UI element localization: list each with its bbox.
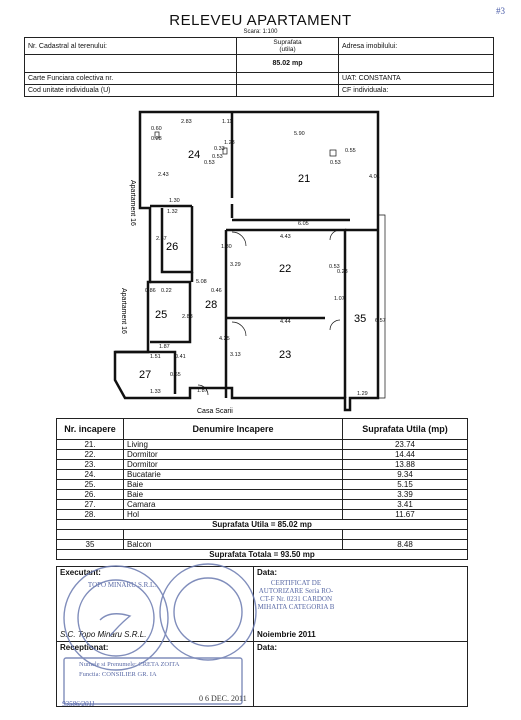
row-area: 9.34 (343, 470, 468, 480)
neighbor-label-bottom: Apartament 16 (120, 288, 127, 334)
room-number-35: 35 (354, 313, 367, 325)
uat-label: UAT: CONSTANTA (339, 73, 494, 85)
col-header-number: Nr. incapere (57, 419, 124, 440)
dim-label: 0.41 (175, 354, 186, 360)
dim-label: 0.28 (151, 136, 162, 142)
dim-label: 6.05 (298, 221, 309, 227)
document-title: RELEVEU APARTAMENT (169, 12, 352, 29)
round-stamp-text-2: TOPO MINARU S.R.L. (87, 581, 157, 589)
dim-label: 0.33 (214, 146, 225, 152)
dim-label: 2.43 (158, 172, 169, 178)
dim-label: 3.29 (230, 262, 241, 268)
row-area: 23.74 (343, 440, 468, 450)
dim-label: 2.83 (182, 314, 193, 320)
dim-label: 1.87 (197, 388, 208, 394)
stair-label: Casa Scarii (197, 408, 233, 415)
cadastral-label: Nr. Cadastral al terenului: (25, 38, 237, 55)
row-number: 21. (57, 440, 124, 450)
executant-label: Executant: (60, 568, 101, 577)
dim-label: 4.25 (219, 336, 230, 342)
row-name: Hol (124, 510, 343, 520)
row-area: 5.15 (343, 480, 468, 490)
surface-sub: (utila) (279, 46, 296, 53)
room-number-26: 26 (166, 241, 179, 253)
dim-label: 0.22 (161, 288, 172, 294)
row-number: 24. (57, 470, 124, 480)
round-stamp-left-inner (78, 580, 154, 656)
scale-label: Scara: 1:100 (243, 29, 278, 35)
room-number-21: 21 (298, 173, 311, 185)
neighbor-label-top: Apartament 16 (129, 180, 136, 226)
dim-label: 0.46 (211, 288, 222, 294)
row-number: 26. (57, 490, 124, 500)
dim-label: 1.33 (150, 389, 161, 395)
stamp-date: 0 6 DEC. 2011 (199, 694, 247, 703)
row-number: 28. (57, 510, 124, 520)
company-label: S.C. Topo Minaru S.R.L. (60, 630, 147, 639)
stamp-name-line: Numele si Prenumele: CRETA ZOITA (79, 661, 180, 668)
dim-label: 5.08 (196, 279, 207, 285)
dim-label: 1.30 (169, 198, 180, 204)
row-area: 11.67 (343, 510, 468, 520)
data-label-2: Data: (257, 643, 278, 652)
registration-number: 93586/2011 (62, 700, 95, 708)
dim-label: 3.13 (230, 352, 241, 358)
room-number-22: 22 (279, 263, 292, 275)
dim-label: 0.53 (330, 160, 341, 166)
row-number: 27. (57, 500, 124, 510)
dim-label: 0.53 (329, 264, 340, 270)
data-label-1: Data: (257, 568, 278, 577)
surface-label: Suprafata (273, 39, 302, 46)
room-number-27: 27 (139, 369, 152, 381)
dim-label: 4.43 (280, 234, 291, 240)
receptionat-label: Receptionat: (60, 643, 109, 652)
grand-total: Suprafata Totala = 93.50 mp (57, 550, 468, 560)
dim-label: 1.29 (357, 391, 368, 397)
dim-label: 0.53 (212, 154, 223, 160)
dim-label: 1.51 (150, 354, 161, 360)
cf-individuala-label: CF individuala: (339, 85, 494, 97)
round-stamp-right-inner (174, 578, 242, 646)
row-name: Bucatarie (124, 470, 343, 480)
stamp-function-line: Functia: CONSILIER GR. IA (79, 671, 157, 678)
dim-label: 0.23 (337, 269, 348, 275)
row-name: Dormitor (124, 460, 343, 470)
room-number-23: 23 (279, 349, 292, 361)
balcony-area: 8.48 (343, 540, 468, 550)
date-value: Noiembrie 2011 (257, 630, 316, 639)
address-label: Adresa imobilului: (339, 38, 494, 55)
dim-label: 1.11 (222, 119, 233, 125)
row-name: Dormitor (124, 450, 343, 460)
row-area: 13.88 (343, 460, 468, 470)
dim-label: 1.80 (221, 244, 232, 250)
row-area: 3.39 (343, 490, 468, 500)
row-name: Baie (124, 490, 343, 500)
stamps (64, 564, 256, 704)
dim-label: 0.86 (145, 288, 156, 294)
surface-value: 85.02 mp (237, 55, 339, 73)
dim-label: 1.32 (167, 209, 178, 215)
dim-label: 1.87 (159, 344, 170, 350)
dim-label: 4.44 (280, 319, 291, 325)
row-name: Camara (124, 500, 343, 510)
row-name: Baie (124, 480, 343, 490)
row-number: 22. (57, 450, 124, 460)
dim-label: 0.65 (170, 372, 181, 378)
round-stamp-left (64, 566, 168, 670)
row-number: 25. (57, 480, 124, 490)
dim-label: 0.55 (345, 148, 356, 154)
row-number: 23. (57, 460, 124, 470)
dim-label: 0.53 (204, 160, 215, 166)
cf-colectiva-label: Carte Funciara colectiva nr. (25, 73, 237, 85)
dim-label: 0.60 (151, 126, 162, 132)
balcony-number: 35 (57, 540, 124, 550)
row-area: 3.41 (343, 500, 468, 510)
room-number-25: 25 (155, 309, 168, 321)
col-header-name: Denumire Incapere (124, 419, 343, 440)
signature-mark (100, 614, 130, 636)
row-name: Living (124, 440, 343, 450)
corner-mark: #3 (496, 6, 505, 16)
row-area: 14.44 (343, 450, 468, 460)
col-header-area: Suprafata Utila (mp) (343, 419, 468, 440)
dim-label: 4.01 (369, 174, 380, 180)
unit-code-label: Cod unitate individuala (U) (25, 85, 237, 97)
dim-label: 1.07 (334, 296, 345, 302)
round-stamp-text: CERTIFICAT DE AUTORIZARE Seria RO-CT-F Nr. 0231 CARDON MIHAITA CATEGORIA B (257, 579, 335, 611)
dim-label: 1.23 (224, 140, 235, 146)
useful-total: Suprafata Utila = 85.02 mp (57, 520, 468, 530)
dim-label: 5.90 (294, 131, 305, 137)
dim-label: 2.83 (181, 119, 192, 125)
dim-label: 2.57 (156, 236, 167, 242)
dim-label: 6.57 (375, 318, 386, 324)
room-number-24: 24 (188, 149, 201, 161)
rectangular-stamp (64, 658, 242, 704)
room-number-28: 28 (205, 299, 218, 311)
balcony-name: Balcon (124, 540, 343, 550)
